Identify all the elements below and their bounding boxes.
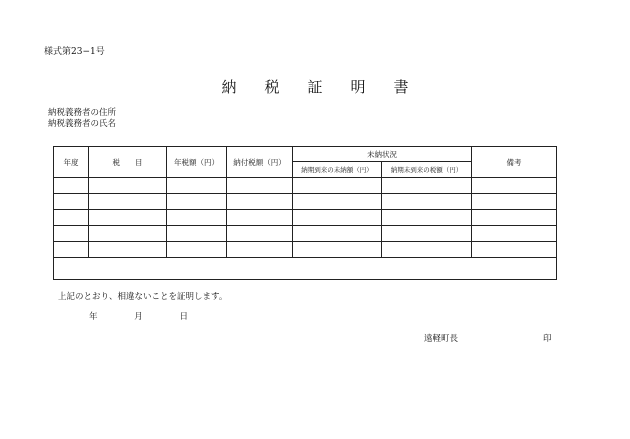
issuer-title: 遠軽町長: [424, 334, 459, 344]
header-year: 年度: [54, 147, 89, 178]
date-month: 月: [134, 312, 143, 322]
form-number: 様式第23−1号: [44, 47, 105, 57]
taxpayer-name-label: 納税義務者の氏名: [48, 119, 117, 129]
header-tax-item: 税 目: [89, 147, 167, 178]
seal-mark: 印: [543, 334, 552, 344]
header-annual-tax: 年税額（円）: [167, 147, 227, 178]
header-paid-tax: 納付税額（円）: [227, 147, 293, 178]
taxpayer-address-label: 納税義務者の住所: [48, 108, 117, 118]
certification-statement: 上記のとおり、相違ないことを証明します。: [58, 292, 228, 302]
table-row: [54, 178, 557, 194]
title-char: 書: [393, 78, 409, 96]
header-remarks: 備考: [472, 147, 557, 178]
date-year: 年: [89, 312, 98, 322]
taxpayer-block: [48, 108, 116, 130]
title-char: 税: [264, 78, 280, 96]
document-title: [0, 76, 630, 97]
table-footer-row: [54, 258, 557, 280]
tax-certificate-table: [53, 146, 557, 280]
date-day: 日: [179, 312, 188, 322]
date-line: [89, 310, 204, 322]
title-char: 明: [350, 78, 366, 96]
title-char: 納: [221, 78, 237, 96]
table-row: [54, 194, 557, 210]
title-char: 証: [307, 78, 323, 96]
table-row: [54, 242, 557, 258]
header-unpaid-status: 未納状況: [293, 147, 472, 162]
table-row: [54, 226, 557, 242]
header-unpaid-due: 納期到来の未納額（円）: [293, 162, 382, 178]
header-unpaid-not-due: 納期未到来の税額（円）: [382, 162, 472, 178]
table-row: [54, 210, 557, 226]
